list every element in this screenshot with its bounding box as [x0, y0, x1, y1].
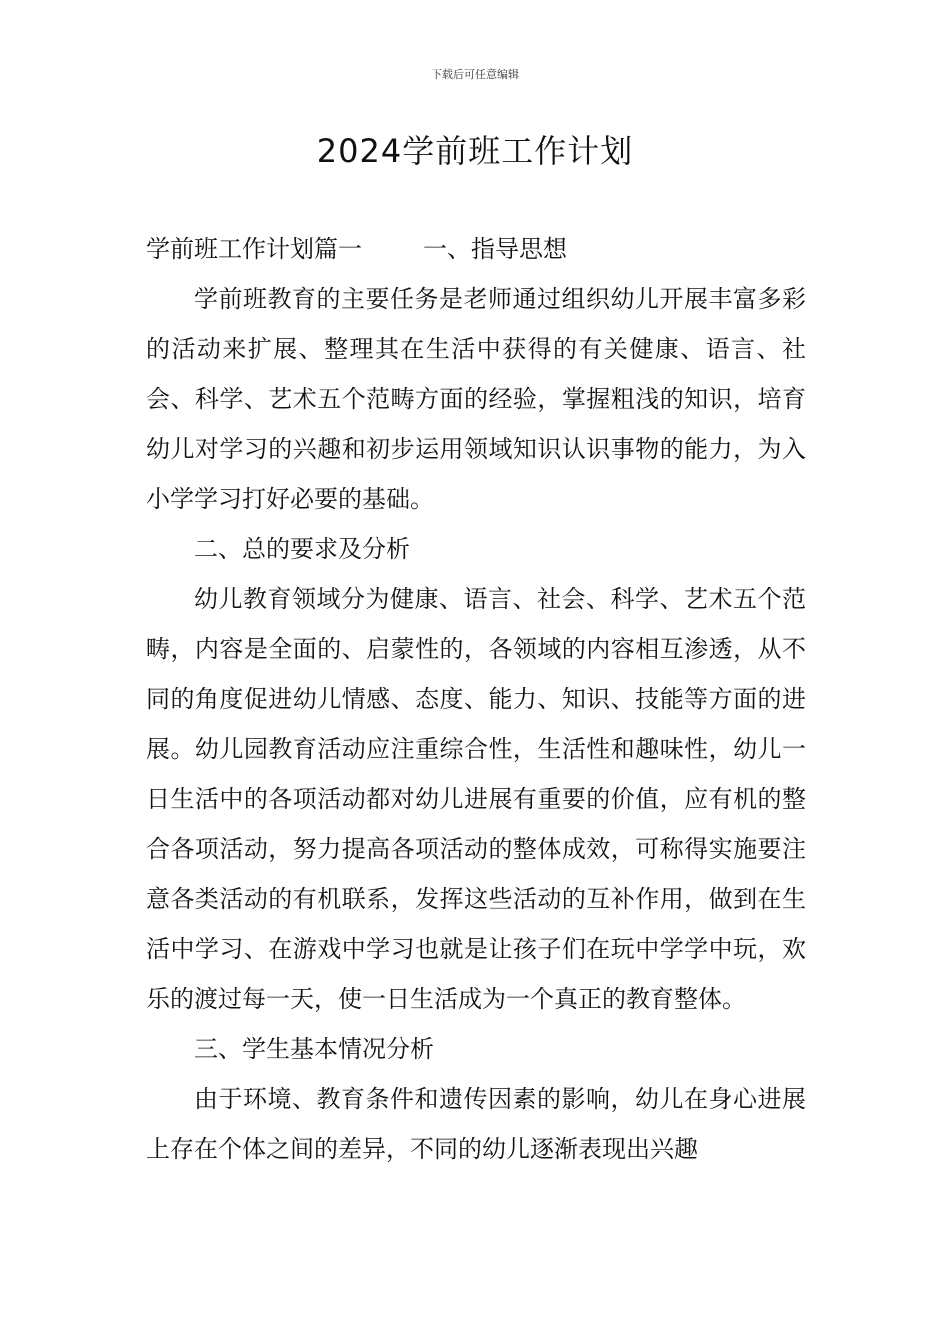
paragraph-1: 学前班教育的主要任务是老师通过组织幼儿开展丰富多彩的活动来扩展、整理其在生活中获得的有关健康、语言、社会、科学、艺术五个范畴方面的经验，掌握粗浅的知识，培育幼儿对学习的兴趣和初步运用领域知识认识事物的能力，为入小学学习打好必要的基础。 — [146, 285, 806, 513]
section-heading-1: 一、指导思想 — [423, 235, 568, 263]
paragraph-3: 由于环境、教育条件和遗传因素的影响，幼儿在身心进展上存在个体之间的差异，不同的幼儿逐渐表现出兴趣 — [146, 1085, 806, 1163]
section-label: 学前班工作计划篇一 — [146, 235, 362, 263]
header-note: 下载后可任意编辑 — [431, 68, 519, 81]
section-heading-2: 二、总的要求及分析 — [194, 535, 410, 563]
document-body — [146, 224, 806, 1174]
document-title: 2024学前班工作计划 — [316, 132, 634, 170]
section-heading-3: 三、学生基本情况分析 — [194, 1035, 434, 1063]
intro-line — [146, 224, 806, 274]
paragraph-2: 幼儿教育领域分为健康、语言、社会、科学、艺术五个范畴，内容是全面的、启蒙性的，各领域的内容相互渗透，从不同的角度促进幼儿情感、态度、能力、知识、技能等方面的进展。幼儿园教育活动应注重综合性，生活性和趣味性，幼儿一日生活中的各项活动都对幼儿进展有重要的价值，应有机的整合各项活动，努力提高各项活动的整体成效，可称得实施要注意各类活动的有机联系，发挥这些活动的互补作用，做到在生活中学习、在游戏中学习也就是让孩子们在玩中学学中玩，欢乐的渡过每一天，使一日生活成为一个真正的教育整体。 — [146, 585, 806, 1013]
